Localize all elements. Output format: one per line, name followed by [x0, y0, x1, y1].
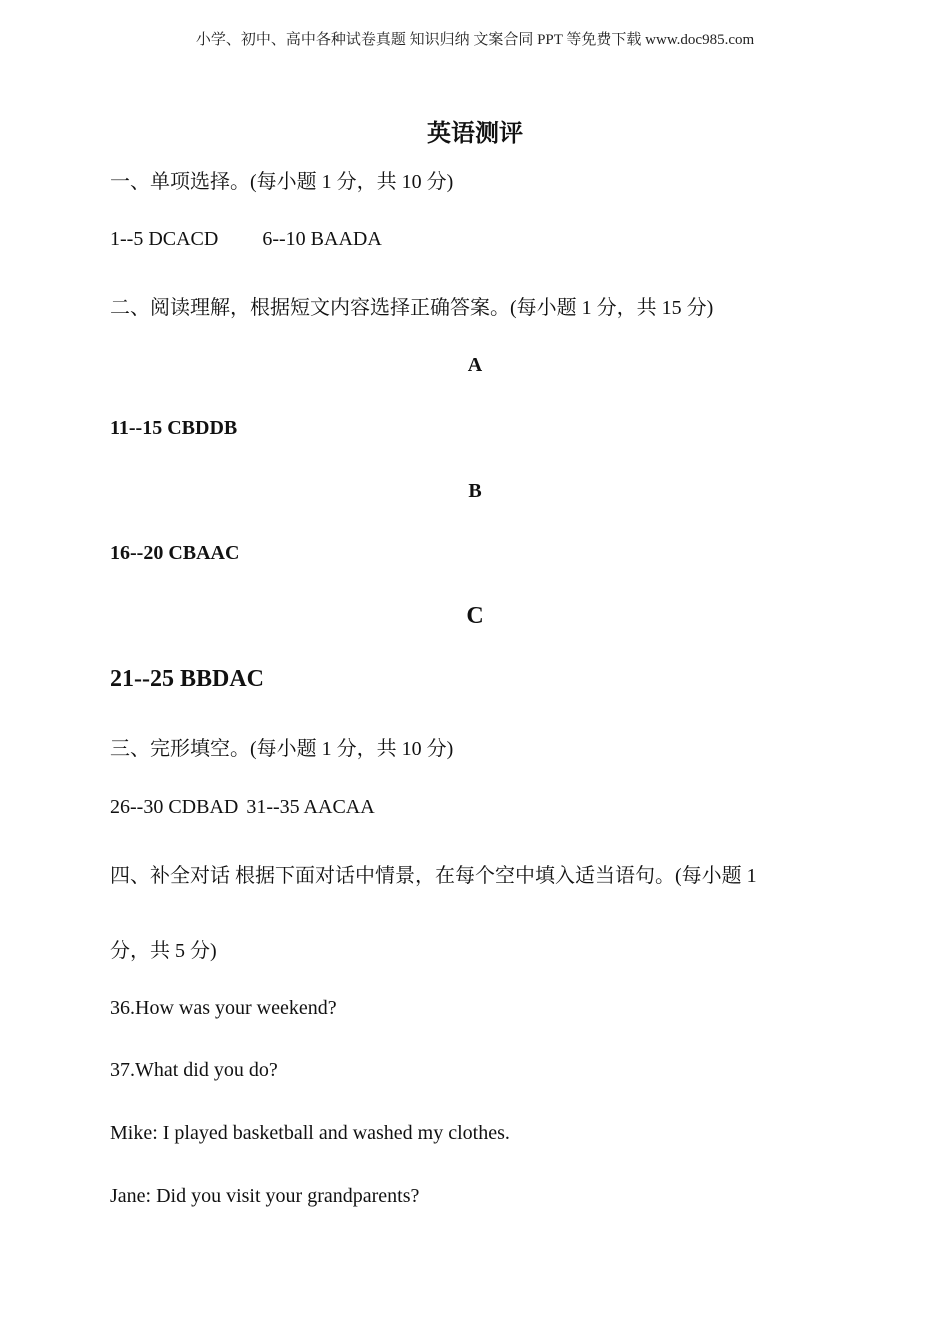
section2-heading: 二、阅读理解，根据短文内容选择正确答案。(每小题 1 分，共 15 分)	[110, 297, 714, 319]
section2-part-c-label: C	[466, 603, 484, 629]
section2-part-b-label: B	[468, 480, 482, 502]
section2-part-b-answers: 16--20 CBAAC	[110, 542, 240, 564]
section3-answers-b: 31--35 AACAA	[246, 796, 375, 818]
section2-part-a-label: A	[467, 354, 483, 376]
section1-heading: 一、单项选择。(每小题 1 分，共 10 分)	[110, 171, 454, 193]
page-header-banner: 小学、初中、高中各种试卷真题 知识归纳 文案合同 PPT 等免费下载 www.doc985.com	[195, 32, 755, 48]
section3-heading: 三、完形填空。(每小题 1 分，共 10 分)	[110, 738, 454, 760]
dialogue-line-jane: Jane: Did you visit your grandparents?	[110, 1185, 420, 1207]
dialogue-line-mike: Mike: I played basketball and washed my clothes.	[110, 1122, 510, 1144]
document-title: 英语测评	[427, 118, 523, 147]
section3-answers	[110, 796, 375, 819]
section2-part-c-answers: 21--25 BBDAC	[110, 666, 264, 692]
dialogue-line-37: 37.What did you do?	[110, 1059, 278, 1081]
section1-answers-b: 6--10 BAADA	[262, 228, 382, 250]
section2-part-a-answers: 11--15 CBDDB	[110, 417, 238, 439]
section4-heading-line2: 分，共 5 分)	[110, 940, 217, 962]
dialogue-line-36: 36.How was your weekend?	[110, 997, 337, 1019]
section3-answers-a: 26--30 CDBAD	[110, 796, 239, 818]
section1-answers	[110, 228, 382, 251]
section1-answers-a: 1--5 DCACD	[110, 228, 219, 250]
section4-heading-line1: 四、补全对话 根据下面对话中情景，在每个空中填入适当语句。(每小题 1	[110, 865, 757, 887]
